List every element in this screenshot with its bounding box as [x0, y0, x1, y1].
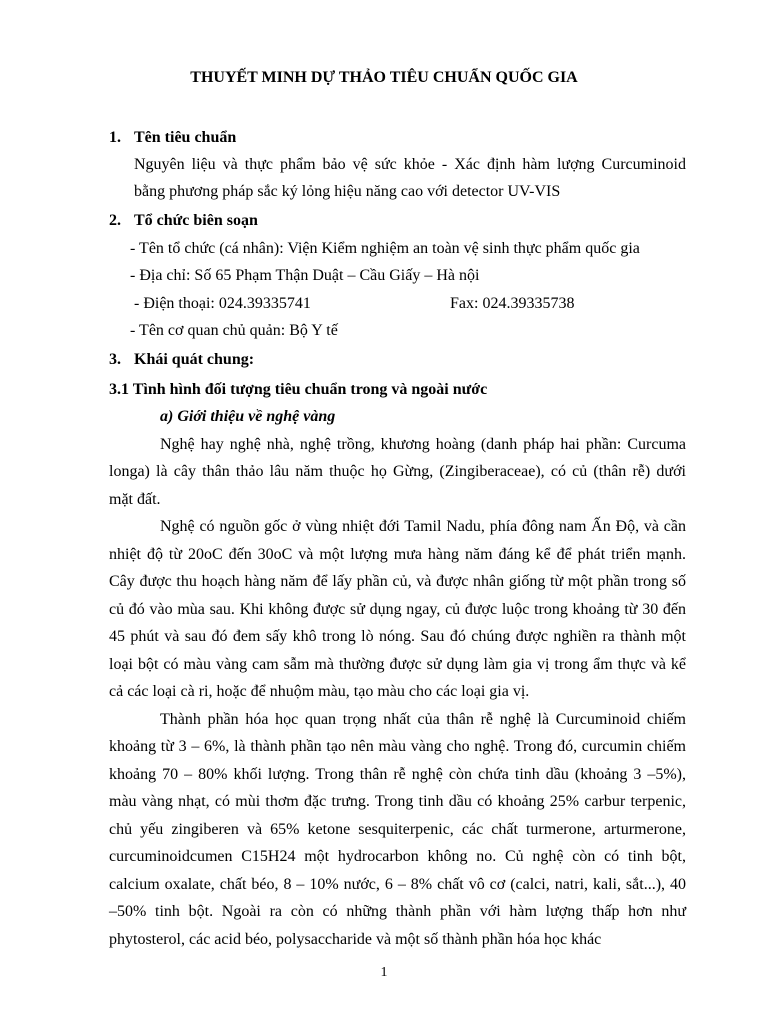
paragraph-2-line: cả các loại cà ri, hoặc để nhuộm màu, tạo màu cho các loại gia vị.	[109, 683, 530, 700]
phone-line: - Điện thoại: 024.39335741	[134, 295, 311, 312]
paragraph-2-line: loại bột có màu vàng cam sẫm mà thường được sử dụng làm gia vị trong ẩm thực và kể	[109, 656, 686, 673]
document-title: THUYẾT MINH DỰ THẢO TIÊU CHUẨN QUỐC GIA	[190, 69, 578, 86]
paragraph-2-line: nhiệt độ từ 20oC đến 30oC và một lượng mưa hàng năm đáng kể để phát triển mạnh.	[109, 546, 686, 563]
section-1-title: Tên tiêu chuẩn	[134, 129, 237, 146]
page-number: 1	[380, 965, 388, 980]
paragraph-3-line: calcium oxalate, chất béo, 8 – 10% nước, 6 – 8% chất vô cơ (calci, natri, kali, sắt...), 40	[109, 876, 686, 893]
section-2-number: 2.	[109, 212, 121, 229]
fax-line: Fax: 024.39335738	[450, 295, 575, 312]
paragraph-2-line: củ đó vào mùa sau. Khi không được sử dụng ngay, củ được luộc trong khoảng từ 30 đến	[109, 601, 686, 618]
org-name-line: - Tên tổ chức (cá nhân): Viện Kiểm nghiệm an toàn vệ sinh thực phẩm quốc gia	[130, 240, 640, 257]
paragraph-2-line: 45 phút và sau đó đem sấy khô trong lò nóng. Sau đó chúng được nghiền ra thành một	[109, 628, 686, 645]
paragraph-1-line: longa) là cây thân thảo lâu năm thuộc họ Gừng, (Zingiberaceae), có củ (thân rễ) dưới	[109, 463, 686, 480]
paragraph-2-line: Cây được thu hoạch hàng năm để lấy phần củ, và được nhân giống từ một phần trong số	[109, 573, 686, 590]
paragraph-3-line: curcuminoidcumen C15H24 một hydrocarbon không no. Củ nghệ còn có tinh bột,	[109, 848, 686, 865]
subsection-3-1-heading: 3.1 Tình hình đối tượng tiêu chuẩn trong và ngoài nước	[109, 381, 488, 398]
paragraph-3-line: màu vàng nhạt, có mùi thơm đặc trưng. Trong tinh dầu có khoảng 25% carbur terpenic,	[109, 793, 686, 810]
section-2-title: Tổ chức biên soạn	[134, 212, 258, 229]
paragraph-1-line: Nghệ hay nghệ nhà, nghệ trồng, khương hoàng (danh pháp hai phần: Curcuma	[160, 436, 686, 453]
paragraph-3-line: phytosterol, các acid béo, polysaccharide và một số thành phần hóa học khác	[109, 931, 602, 948]
paragraph-1-line: mặt đất.	[109, 491, 161, 508]
subsection-a-heading: a) Giới thiệu về nghệ vàng	[160, 408, 336, 425]
paragraph-3-line: khoảng 70 – 80% khối lượng. Trong thân rễ nghệ còn chứa tinh dầu (khoảng 3 –5%),	[109, 766, 686, 783]
section-1-line: bằng phương pháp sắc ký lỏng hiệu năng cao với detector UV-VIS	[134, 183, 561, 200]
section-1-number: 1.	[109, 129, 121, 146]
paragraph-3-line: chủ yếu zingiberen và 65% ketone sesquiterpenic, các chất turmerone, arturmerone,	[109, 821, 686, 838]
address-line: - Địa chỉ: Số 65 Phạm Thận Duật – Cầu Giấy – Hà nội	[130, 267, 480, 284]
paragraph-2-line: Nghệ có nguồn gốc ở vùng nhiệt đới Tamil Nadu, phía đông nam Ấn Độ, và cần	[160, 518, 686, 535]
section-1-line: Nguyên liệu và thực phẩm bảo vệ sức khỏe - Xác định hàm lượng Curcuminoid	[134, 156, 686, 173]
section-3-title: Khái quát chung:	[134, 351, 255, 368]
agency-line: - Tên cơ quan chủ quản: Bộ Y tế	[130, 322, 338, 339]
paragraph-3-line: Thành phần hóa học quan trọng nhất của thân rễ nghệ là Curcuminoid chiếm	[160, 711, 686, 728]
paragraph-3-line: –50% tinh bột. Ngoài ra còn có những thành phần với hàm lượng thấp hơn như	[109, 903, 686, 920]
paragraph-3-line: khoảng từ 3 – 6%, là thành phần tạo nên màu vàng cho nghệ. Trong đó, curcumin chiếm	[109, 738, 686, 755]
section-3-number: 3.	[109, 351, 121, 368]
